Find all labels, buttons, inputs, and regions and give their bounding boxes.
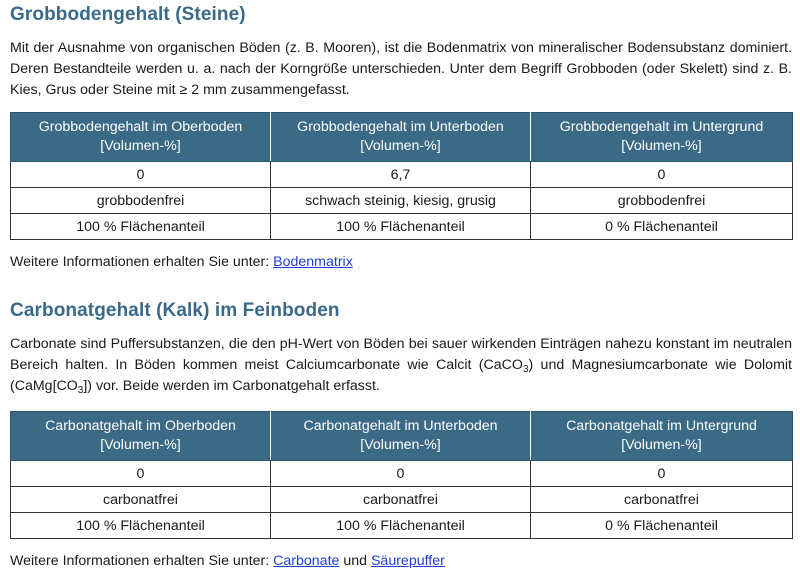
section-paragraph-grobboden: Mit der Ausnahme von organischen Böden (z. B. Mooren), ist die Bodenmatrix von mineralischer Bodensubstanz dominiert. Deren Bestandteile werden u. a. nach der Korngröße unterschieden. Unter dem Begriff Grobboden (oder Skelett) sind z. B. Kies, Grus oder Steine mit ≥ 2 mm zusammengefasst.: [10, 40, 792, 98]
more-info-label: Weitere Informationen erhalten Sie unter:: [10, 254, 274, 270]
section-title-grobboden: Grobbodengehalt (Steine): [10, 4, 246, 25]
carbonat-table: [10, 411, 793, 539]
header-line: Grobbodengehalt im Unterboden: [297, 119, 504, 135]
header-line: Carbonatgehalt im Untergrund: [566, 418, 757, 434]
section-paragraph-carbonat: [10, 334, 792, 397]
table-cell: 100 % Flächenanteil: [271, 513, 531, 539]
header-unit: [Volumen-%]: [621, 138, 702, 154]
carbonate-link[interactable]: Carbonate: [273, 553, 340, 569]
table-row: [11, 188, 793, 214]
column-header: [271, 412, 531, 461]
table-row: [11, 513, 793, 539]
more-info-carbonat: [10, 553, 445, 569]
table-header-row: [11, 412, 793, 461]
paragraph-text: ) und Magnesiumcarbonate wie Dolomit (CaMg[CO: [10, 357, 792, 394]
paragraph-text: Carbonate sind Puffersubstanzen, die den pH-Wert von Böden bei sauer wirkenden Einträgen nahezu konstant im neutralen Bereich halten. In Böden kommen meist Calciumcarbonate wie Calcit (CaCO: [10, 336, 792, 373]
table-cell: 100 % Flächenanteil: [11, 214, 271, 240]
table-cell: 100 % Flächenanteil: [11, 513, 271, 539]
table-cell: 0: [11, 162, 271, 188]
subscript: 3: [522, 364, 529, 375]
table-cell: 0: [271, 461, 531, 487]
table-row: [11, 461, 793, 487]
table-cell: 100 % Flächenanteil: [271, 214, 531, 240]
saeurepuffer-link[interactable]: Säurepuffer: [370, 553, 445, 569]
table-header-row: [11, 113, 793, 162]
column-header: [11, 412, 271, 461]
subscript: 3: [77, 385, 84, 396]
column-header: [271, 113, 531, 162]
header-unit: [Volumen-%]: [100, 437, 181, 453]
column-header: [11, 113, 271, 162]
table-row: [11, 487, 793, 513]
paragraph-text: ]) vor. Beide werden im Carbonatgehalt erfasst.: [83, 378, 380, 394]
column-header: [531, 113, 793, 162]
section-title-carbonat: Carbonatgehalt (Kalk) im Feinboden: [10, 300, 340, 321]
table-cell: grobbodenfrei: [11, 188, 271, 214]
table-cell: carbonatfrei: [11, 487, 271, 513]
bodenmatrix-link[interactable]: Bodenmatrix: [273, 254, 353, 270]
grobboden-table: [10, 112, 793, 240]
table-cell: 6,7: [271, 162, 531, 188]
more-info-label: Weitere Informationen erhalten Sie unter:: [10, 553, 274, 569]
table-cell: 0: [11, 461, 271, 487]
header-line: Grobbodengehalt im Untergrund: [559, 119, 764, 135]
header-unit: [Volumen-%]: [100, 138, 181, 154]
header-unit: [Volumen-%]: [360, 437, 441, 453]
header-line: Carbonatgehalt im Oberboden: [45, 418, 236, 434]
table-cell: 0: [531, 461, 793, 487]
table-cell: 0: [531, 162, 793, 188]
table-row: [11, 162, 793, 188]
header-line: Grobbodengehalt im Oberboden: [38, 119, 243, 135]
table-cell: 0 % Flächenanteil: [531, 214, 793, 240]
table-cell: carbonatfrei: [271, 487, 531, 513]
table-row: [11, 214, 793, 240]
column-header: [531, 412, 793, 461]
table-cell: grobbodenfrei: [531, 188, 793, 214]
table-cell: 0 % Flächenanteil: [531, 513, 793, 539]
header-line: Carbonatgehalt im Unterboden: [303, 418, 498, 434]
table-cell: schwach steinig, kiesig, grusig: [271, 188, 531, 214]
table-cell: carbonatfrei: [531, 487, 793, 513]
link-joiner: und: [339, 553, 371, 569]
header-unit: [Volumen-%]: [360, 138, 441, 154]
more-info-grobboden: [10, 254, 353, 270]
header-unit: [Volumen-%]: [621, 437, 702, 453]
